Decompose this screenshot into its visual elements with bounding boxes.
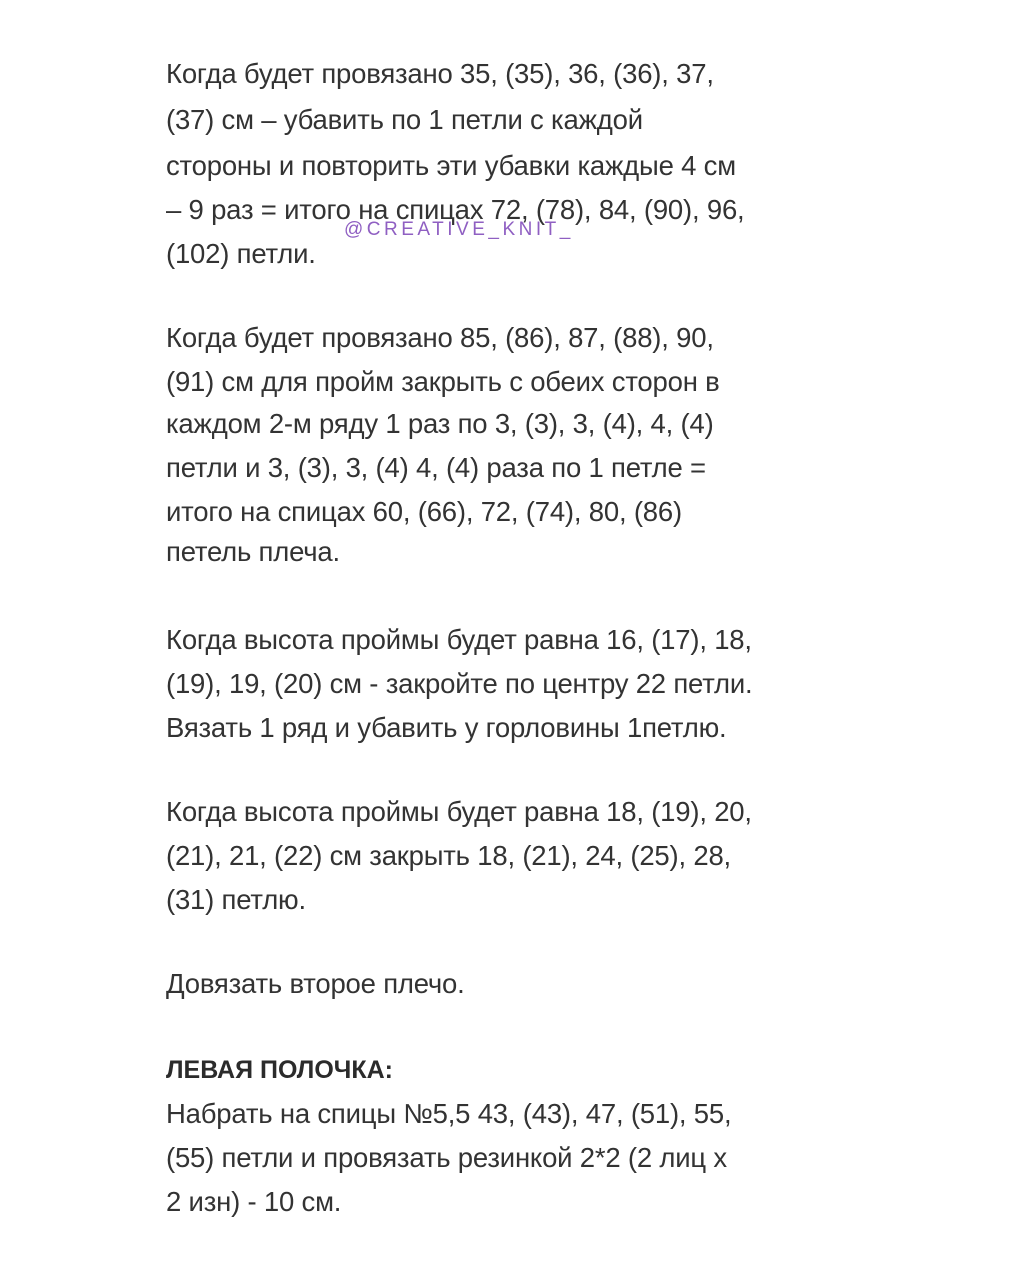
paragraph-line: 2 изн) - 10 см.: [166, 1186, 342, 1217]
paragraph-line: Когда будет провязано 85, (86), 87, (88), 90,: [166, 322, 714, 353]
paragraph-line: – 9 раз = итого на спицах 72, (78), 84, (90), 96,: [166, 194, 745, 225]
paragraph-line: петель плеча.: [166, 536, 340, 567]
paragraph-line: стороны и повторить эти убавки каждые 4 см: [166, 150, 736, 181]
paragraph-line: итого на спицах 60, (66), 72, (74), 80, (86): [166, 496, 682, 527]
paragraph-line: Когда высота проймы будет равна 16, (17), 18,: [166, 624, 752, 655]
paragraph-line: (19), 19, (20) см - закройте по центру 22 петли.: [166, 668, 753, 699]
paragraph-line: Когда высота проймы будет равна 18, (19), 20,: [166, 796, 752, 827]
paragraph-line: Когда будет провязано 35, (35), 36, (36), 37,: [166, 58, 714, 89]
paragraph-line: Довязать второе плечо.: [166, 968, 465, 999]
paragraph-line: Вязать 1 ряд и убавить у горловины 1петлю.: [166, 712, 727, 743]
paragraph-line: (91) см для пройм закрыть с обеих сторон в: [166, 366, 720, 397]
paragraph-line: Набрать на спицы №5,5 43, (43), 47, (51), 55,: [166, 1098, 732, 1129]
paragraph-line: (37) см – убавить по 1 петли с каждой: [166, 104, 643, 135]
section-heading: ЛЕВАЯ ПОЛОЧКА:: [166, 1056, 393, 1084]
watermark-logo: @CREATIVE_KNIT_: [344, 219, 574, 240]
paragraph-line: (31) петлю.: [166, 884, 306, 915]
paragraph-line: каждом 2-м ряду 1 раз по 3, (3), 3, (4), 4, (4): [166, 408, 714, 439]
paragraph-line: (102) петли.: [166, 238, 316, 269]
paragraph-line: (21), 21, (22) см закрыть 18, (21), 24, (25), 28,: [166, 840, 731, 871]
paragraph-line: петли и 3, (3), 3, (4) 4, (4) раза по 1 петле =: [166, 452, 706, 483]
paragraph-line: (55) петли и провязать резинкой 2*2 (2 лиц х: [166, 1142, 727, 1173]
